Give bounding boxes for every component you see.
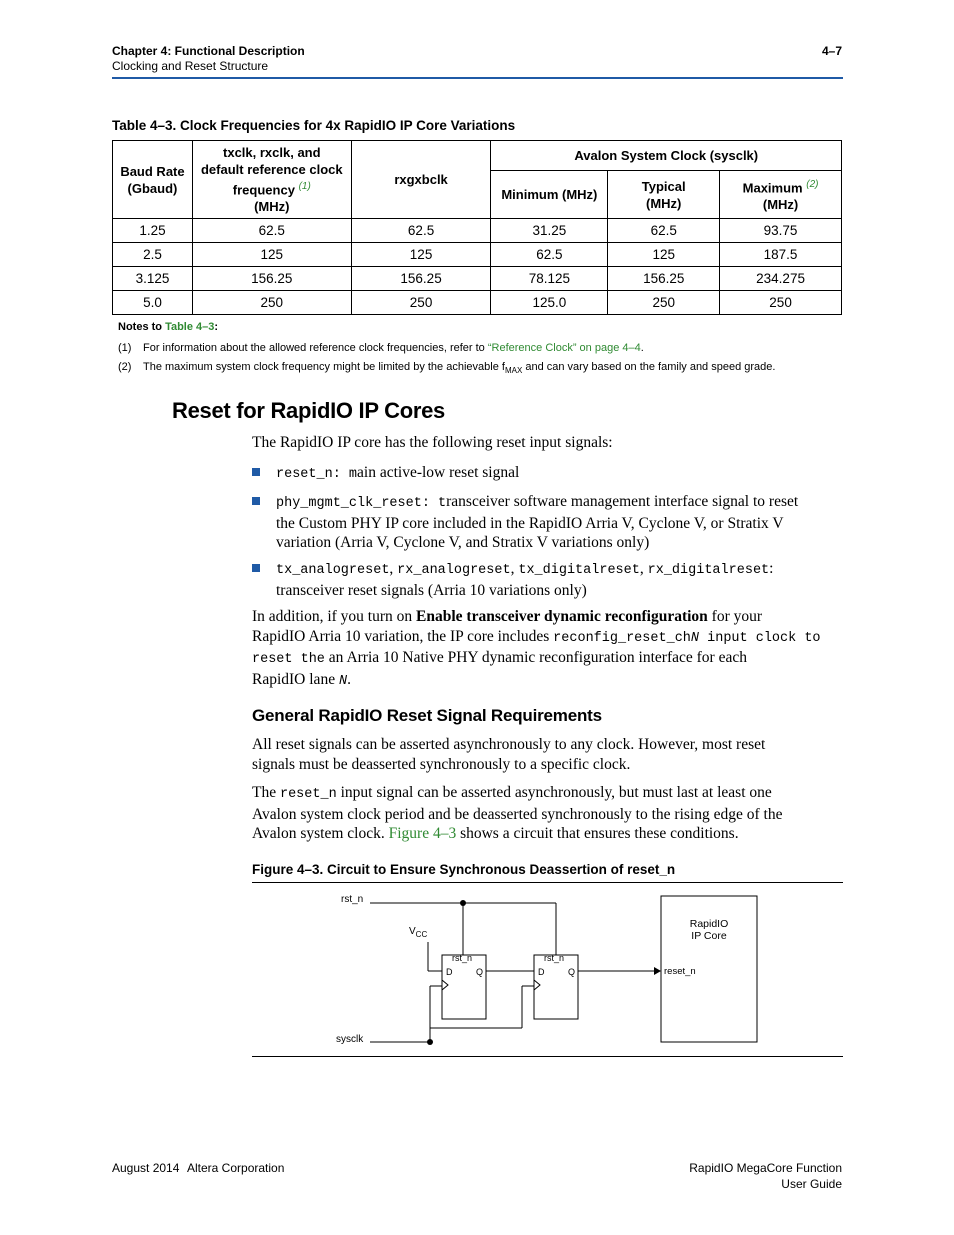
ff2-rst-label: rst_n	[544, 953, 565, 963]
table-cell: 93.75	[720, 219, 842, 243]
clock-frequency-table	[112, 140, 842, 315]
table-cell: 234.275	[720, 267, 842, 291]
figure-link[interactable]: Figure 4–3	[388, 825, 457, 842]
table-cell: 31.25	[491, 219, 608, 243]
table-row	[113, 219, 842, 243]
table-row	[113, 267, 842, 291]
table-cell: 78.125	[491, 267, 608, 291]
table-row	[113, 291, 842, 315]
figure-caption: Figure 4–3. Circuit to Ensure Synchronous Deassertion of reset_n	[252, 862, 676, 877]
subsection-title: General RapidIO Reset Signal Requirements	[252, 706, 602, 725]
col-header-typical: Typical (MHz)	[608, 171, 720, 219]
col-header-rxgxbclk: rxgxbclk	[351, 141, 491, 219]
rst-n-input-label: rst_n	[341, 894, 364, 905]
note-1: For information about the allowed reference clock frequencies, refer to “Reference Clock” on page 4–4.	[143, 342, 644, 354]
bullet-marker	[252, 468, 260, 476]
note-1-number: (1)	[118, 342, 132, 354]
core-label-line1: RapidIO	[689, 918, 729, 930]
header-rule	[112, 77, 843, 79]
table-cell: 1.25	[113, 219, 193, 243]
bullet-marker	[252, 497, 260, 505]
table-cell: 125	[351, 243, 491, 267]
reference-clock-link[interactable]: “Reference Clock” on page 4–4	[487, 342, 641, 354]
footnote-ref-1[interactable]: (1)	[298, 180, 311, 192]
flip-flop-1	[442, 955, 486, 1019]
col-header-avalon: Avalon System Clock (sysclk)	[491, 141, 842, 171]
table-cell: 187.5	[720, 243, 842, 267]
reset-n-paragraph: The reset_n input signal can be asserted asynchronously, but must last at least one Avalon system clock period and be deasserted synchronously to the rising edge of the Avalon system clock. Figure 4–3 shows a circuit that ensures these conditions.	[252, 784, 783, 842]
bullet-reset-n: reset_n: main active-low reset signal	[276, 464, 520, 482]
figure-bottom-rule	[252, 1056, 843, 1057]
note-2: The maximum system clock frequency might be limited by the achievable $f_{MAX}$ and can vary based on the family and speed grade.	[143, 361, 776, 376]
table-body	[113, 219, 842, 315]
vcc-label: $V_{CC}$	[409, 926, 428, 939]
core-label-line2: IP Core	[691, 930, 727, 942]
page-number: 4–7	[821, 44, 842, 58]
note-2-number: (2)	[118, 361, 132, 373]
arrowhead	[654, 967, 661, 975]
notes-heading: Notes to Table 4–3:	[118, 321, 219, 333]
footnote-ref-2[interactable]: (2)	[806, 178, 819, 190]
sysclk-label: sysclk	[336, 1034, 364, 1045]
table-cell: 62.5	[351, 219, 491, 243]
section-title: Reset for RapidIO IP Cores	[172, 398, 445, 423]
ff1-rst-label: rst_n	[452, 953, 473, 963]
reset-requirements-paragraph: All reset signals can be asserted asynchronously to any clock. However, most reset signals must be deasserted synchronously to a specific clock.	[252, 736, 766, 773]
reconfig-paragraph: In addition, if you turn on Enable transceiver dynamic reconfiguration for your RapidIO Arria 10 variation, the IP core includes reconfig_reset_chN input clock to reset the an Arria 10 Native PHY dynamic reconfiguration interface for each RapidIO lane N.	[252, 608, 821, 689]
bullet-phy-mgmt: phy_mgmt_clk_reset: transceiver software management interface signal to reset the Custom PHY IP core included in the RapidIO Arria V, Cyclone V, or Stratix V variation (Arria V, Cyclone V, and Stratix V variations only)	[276, 493, 799, 551]
table-cell: 250	[351, 291, 491, 315]
table-cell: 156.25	[608, 267, 720, 291]
table-cell: 5.0	[113, 291, 193, 315]
table-cell: 125	[192, 243, 351, 267]
bullet-transceiver-resets: tx_analogreset, rx_analogreset, tx_digitalreset, rx_digitalreset: transceiver reset signals (Arria 10 variations only)	[276, 560, 774, 599]
col-header-minimum: Minimum (MHz)	[491, 171, 608, 219]
footer-company: Altera Corporation	[187, 1161, 285, 1175]
table-cell: 156.25	[192, 267, 351, 291]
reset-circuit-diagram	[252, 883, 844, 1058]
table-cell: 2.5	[113, 243, 193, 267]
col-header-txclk: txclk, rxclk, and default reference clock frequency $^{(1)}$ (MHz)	[192, 141, 351, 219]
core-reset-n-port: reset_n	[664, 966, 696, 977]
table-cell: 250	[192, 291, 351, 315]
table-cell: 156.25	[351, 267, 491, 291]
table-cell: 125	[608, 243, 720, 267]
ff1-d-label: D	[446, 967, 453, 977]
table-caption: Table 4–3. Clock Frequencies for 4x RapidIO IP Core Variations	[112, 118, 516, 133]
footer-doc: User Guide	[781, 1177, 842, 1191]
ff2-clock-symbol	[534, 980, 540, 990]
ff1-clock-symbol	[442, 980, 448, 990]
running-header-chapter: Chapter 4: Functional Description	[112, 44, 305, 58]
col-header-maximum: Maximum $^{(2)}$ (MHz)	[720, 171, 842, 219]
notes-table-link[interactable]: Table 4–3	[165, 321, 215, 333]
table-cell: 62.5	[192, 219, 351, 243]
table-row	[113, 243, 842, 267]
table-cell: 3.125	[113, 267, 193, 291]
footer-date: August 2014	[112, 1161, 180, 1175]
table-cell: 62.5	[608, 219, 720, 243]
ff2-q-label: Q	[568, 967, 576, 977]
ff1-q-label: Q	[476, 967, 484, 977]
table-cell: 250	[608, 291, 720, 315]
footer-product: RapidIO MegaCore Function	[689, 1161, 842, 1175]
col-header-baud-rate: Baud Rate (Gbaud)	[113, 141, 193, 219]
section-intro: The RapidIO IP core has the following reset input signals:	[252, 434, 613, 451]
flip-flop-2	[534, 955, 578, 1019]
ff2-d-label: D	[538, 967, 545, 977]
table-cell: 62.5	[491, 243, 608, 267]
running-header-section: Clocking and Reset Structure	[112, 59, 269, 73]
table-cell: 250	[720, 291, 842, 315]
bullet-marker	[252, 564, 260, 572]
table-cell: 125.0	[491, 291, 608, 315]
